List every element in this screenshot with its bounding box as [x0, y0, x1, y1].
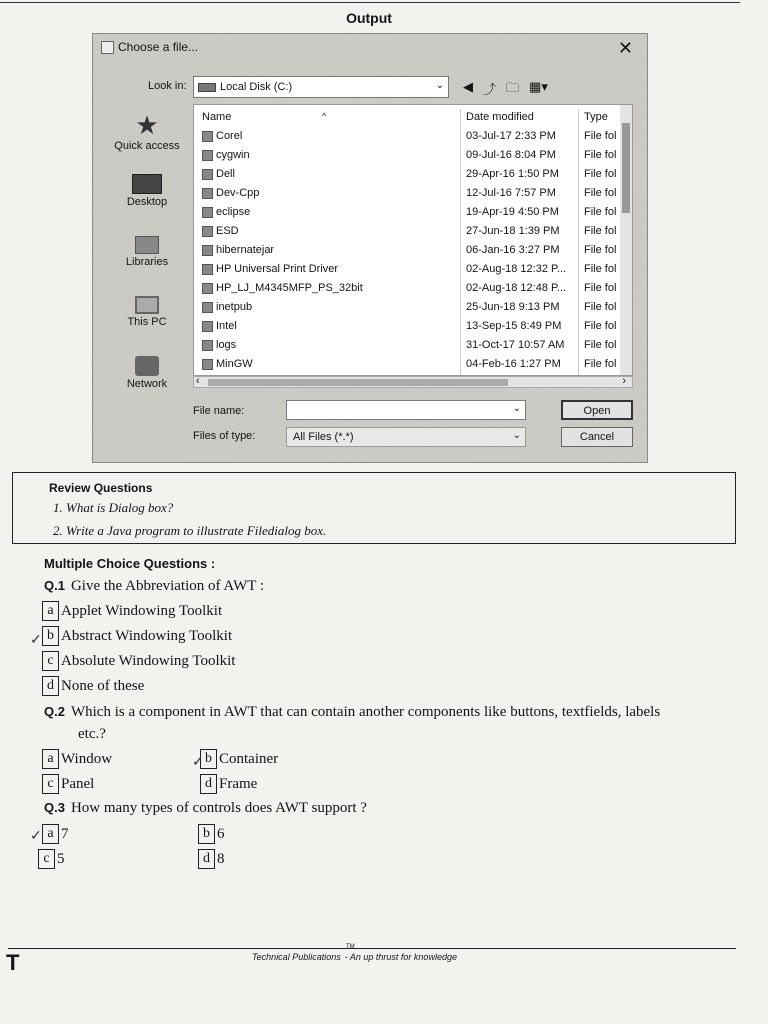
place-quick-access[interactable]	[101, 112, 193, 152]
option[interactable]	[200, 774, 257, 794]
option-text: Frame	[219, 775, 258, 792]
file-name-text: MinGW	[216, 358, 253, 370]
top-rule	[0, 2, 740, 3]
file-type-cell: File fol	[584, 225, 617, 237]
folder-icon	[202, 302, 213, 313]
place-libraries[interactable]	[101, 236, 193, 268]
file-date-cell: 02-Aug-18 12:48 P...	[466, 282, 567, 294]
option-key: a	[42, 601, 59, 621]
option-text: 5	[57, 850, 65, 867]
file-row[interactable]	[194, 241, 632, 260]
folder-icon	[202, 359, 213, 370]
chevron-down-icon: ⌄	[512, 430, 521, 441]
folder-icon	[202, 207, 213, 218]
file-type-cell: File fol	[584, 168, 617, 180]
option-text: None of these	[61, 677, 145, 694]
option-text: Window	[61, 750, 113, 767]
option-text: Abstract Windowing Toolkit	[61, 627, 233, 644]
option[interactable]	[42, 774, 94, 794]
file-name-text: logs	[216, 339, 237, 351]
option-key: a	[42, 824, 59, 844]
option-text: Absolute Windowing Toolkit	[61, 652, 236, 669]
file-row[interactable]	[194, 222, 632, 241]
folder-icon	[202, 340, 213, 351]
close-icon[interactable]: ✕	[617, 38, 633, 58]
file-row[interactable]	[194, 165, 632, 184]
option[interactable]	[198, 824, 225, 844]
file-date-cell: 06-Jan-16 3:27 PM	[466, 244, 560, 256]
option[interactable]	[42, 651, 235, 671]
file-type-dropdown[interactable]	[286, 427, 526, 447]
libraries-icon	[135, 236, 159, 254]
file-row[interactable]	[194, 184, 632, 203]
folder-icon	[202, 226, 213, 237]
file-name-cell	[202, 339, 236, 351]
file-row[interactable]	[194, 146, 632, 165]
file-name-cell	[202, 187, 259, 199]
file-date-cell: 13-Sep-15 8:49 PM	[466, 320, 562, 332]
file-name-label: File name:	[193, 405, 245, 417]
file-name-text: Corel	[216, 130, 243, 142]
look-in-dropdown[interactable]	[193, 76, 449, 98]
sort-arrow-icon: ^	[322, 111, 327, 121]
folder-icon	[202, 321, 213, 332]
file-type-cell: File fol	[584, 187, 617, 199]
folder-icon	[202, 264, 213, 275]
view-menu-icon[interactable]: ▦▾	[529, 79, 548, 94]
scroll-left-icon[interactable]: ‹	[196, 375, 200, 387]
file-type-cell: File fol	[584, 263, 617, 275]
back-icon[interactable]: ◀	[463, 79, 473, 94]
file-type-cell: File fol	[584, 282, 617, 294]
scroll-right-icon[interactable]: ›	[622, 375, 626, 387]
file-row[interactable]	[194, 279, 632, 298]
checkmark-icon: ✓	[30, 633, 42, 648]
option-text: 7	[61, 825, 69, 842]
file-name-cell	[202, 263, 338, 275]
column-date[interactable]: Date modified	[466, 111, 534, 123]
question-2-continuation: etc.?	[78, 726, 106, 742]
vertical-scrollbar[interactable]	[620, 105, 632, 376]
file-name-cell	[202, 244, 274, 256]
mcq-title: Multiple Choice Questions :	[44, 556, 216, 571]
file-date-cell: 27-Jun-18 1:39 PM	[466, 225, 560, 237]
file-name-cell	[202, 130, 242, 142]
file-type-cell: File fol	[584, 130, 617, 142]
question-1	[44, 578, 264, 595]
question-text: Give the Abbreviation of AWT :	[70, 578, 265, 594]
review-question: 2. Write a Java program to illustrate Filedialog box.	[53, 523, 327, 538]
question-number: Q.2	[44, 704, 65, 719]
new-folder-icon[interactable]: 🗀	[506, 80, 520, 95]
file-name-text: ESD	[216, 225, 239, 237]
column-name[interactable]: Name	[202, 111, 232, 123]
question-3	[44, 800, 367, 817]
file-list-header	[194, 105, 632, 127]
question-text: How many types of controls does AWT support ?	[70, 800, 367, 816]
scroll-thumb[interactable]	[622, 123, 630, 213]
place-label: Network	[126, 378, 168, 390]
option[interactable]	[42, 824, 69, 844]
file-row[interactable]	[194, 317, 632, 336]
option-text: Panel	[61, 775, 95, 792]
option[interactable]	[42, 601, 222, 621]
footer-text	[252, 952, 457, 962]
file-row[interactable]	[194, 355, 632, 374]
file-name-text: HP_LJ_M4345MFP_PS_32bit	[216, 282, 363, 294]
file-date-cell: 29-Apr-16 1:50 PM	[466, 168, 559, 180]
file-type-cell: File fol	[584, 320, 617, 332]
option[interactable]	[42, 626, 232, 646]
file-type-value: All Files (*.*)	[293, 431, 354, 443]
option[interactable]	[200, 749, 278, 769]
option[interactable]	[42, 749, 112, 769]
look-in-label: Look in:	[148, 80, 187, 92]
folder-icon	[202, 283, 213, 294]
option-key: d	[198, 849, 215, 869]
file-row[interactable]	[194, 298, 632, 317]
up-folder-icon[interactable]: ⤴	[483, 82, 497, 97]
file-type-cell: File fol	[584, 339, 617, 351]
place-label: This PC	[127, 316, 167, 328]
file-type-cell: File fol	[584, 149, 617, 161]
file-name-text: Dev-Cpp	[216, 187, 260, 199]
place-label: Quick access	[114, 140, 180, 152]
file-type-label: Files of type:	[193, 430, 256, 442]
chevron-down-icon: ⌄	[435, 80, 444, 91]
file-name-cell	[202, 225, 239, 237]
place-label: Desktop	[126, 196, 168, 208]
file-name-cell	[202, 149, 250, 161]
file-name-cell	[202, 358, 253, 370]
column-type[interactable]: Type	[584, 111, 608, 123]
file-row[interactable]	[194, 336, 632, 355]
option[interactable]	[42, 676, 144, 696]
file-name-cell	[202, 206, 250, 218]
option[interactable]	[38, 849, 65, 869]
file-name-cell	[202, 320, 237, 332]
publisher-logo: T	[6, 950, 20, 975]
file-type-cell: File fol	[584, 244, 617, 256]
cancel-button[interactable]: Cancel	[561, 427, 633, 447]
review-title: Review Questions	[49, 481, 153, 495]
look-in-value: Local Disk (C:)	[220, 81, 293, 93]
folder-icon	[202, 245, 213, 256]
computer-icon	[135, 296, 159, 314]
option-key: c	[42, 651, 59, 671]
place-label: Libraries	[125, 256, 169, 268]
desktop-icon	[132, 174, 162, 194]
footer-rule	[8, 948, 736, 949]
scroll-thumb[interactable]	[208, 379, 508, 386]
file-name-input[interactable]	[286, 400, 526, 420]
file-row[interactable]	[194, 127, 632, 146]
option-key: d	[200, 774, 217, 794]
place-this-pc[interactable]	[101, 296, 193, 328]
file-date-cell: 04-Feb-16 1:27 PM	[466, 358, 561, 370]
file-date-cell: 25-Jun-18 9:13 PM	[466, 301, 560, 313]
publisher-tagline: - An up thrust for knowledge	[344, 952, 457, 962]
file-row[interactable]	[194, 203, 632, 222]
file-type-cell: File fol	[584, 206, 617, 218]
file-name-cell	[202, 168, 235, 180]
file-date-cell: 19-Apr-19 4:50 PM	[466, 206, 559, 218]
option-key: a	[42, 749, 59, 769]
option-text: Applet Windowing Toolkit	[61, 602, 223, 619]
question-number: Q.1	[44, 578, 65, 593]
option-key: d	[42, 676, 59, 696]
checkmark-icon: ✓	[30, 829, 42, 844]
file-name-text: HP Universal Print Driver	[216, 263, 339, 275]
publisher-name: Technical Publications	[252, 952, 341, 962]
folder-icon	[202, 150, 213, 161]
option-key: b	[42, 626, 59, 646]
section-heading: Output	[346, 10, 392, 26]
open-button[interactable]: Open	[561, 400, 633, 420]
place-network[interactable]	[101, 356, 193, 390]
file-date-cell: 12-Jul-16 7:57 PM	[466, 187, 556, 199]
option-text: Container	[219, 750, 279, 767]
file-name-text: inetpub	[216, 301, 253, 313]
file-list	[193, 104, 633, 376]
question-text: Which is a component in AWT that can contain another components like buttons, textfields, labels	[70, 704, 661, 720]
review-questions-box	[12, 472, 736, 544]
place-desktop[interactable]	[101, 174, 193, 208]
option[interactable]	[198, 849, 225, 869]
option-key: c	[42, 774, 59, 794]
option-key: b	[200, 749, 217, 769]
review-question: 1. What is Dialog box?	[53, 500, 174, 515]
option-key: c	[38, 849, 55, 869]
dialog-title: Choose a file...	[118, 40, 199, 54]
folder-icon	[202, 169, 213, 180]
question-number: Q.3	[44, 800, 65, 815]
file-name-cell	[202, 282, 363, 294]
file-name-cell	[202, 301, 252, 313]
trademark-mark: TM	[346, 944, 355, 950]
folder-icon	[202, 131, 213, 142]
file-date-cell: 09-Jul-16 8:04 PM	[466, 149, 556, 161]
file-chooser-dialog	[92, 33, 648, 463]
chevron-down-icon[interactable]: ⌄	[512, 403, 521, 414]
question-2	[44, 704, 660, 721]
java-app-icon	[101, 41, 114, 54]
file-name-text: hibernatejar	[216, 244, 275, 256]
file-date-cell: 03-Jul-17 2:33 PM	[466, 130, 556, 142]
star-icon: ★	[135, 110, 159, 140]
checkmark-icon: ✓	[192, 755, 204, 770]
dialog-title-bar	[101, 40, 198, 54]
folder-icon	[202, 188, 213, 199]
toolbar	[463, 79, 548, 101]
file-type-cell: File fol	[584, 301, 617, 313]
file-type-cell: File fol	[584, 358, 617, 370]
file-name-text: Dell	[216, 168, 235, 180]
option-text: 6	[217, 825, 225, 842]
file-date-cell: 02-Aug-18 12:32 P...	[466, 263, 567, 275]
file-name-text: Intel	[216, 320, 237, 332]
file-name-text: eclipse	[216, 206, 251, 218]
network-icon	[135, 356, 159, 376]
option-key: b	[198, 824, 215, 844]
file-name-text: cygwin	[216, 149, 250, 161]
drive-icon	[198, 83, 216, 92]
horizontal-scrollbar[interactable]	[193, 376, 633, 388]
file-row[interactable]	[194, 260, 632, 279]
option-text: 8	[217, 850, 225, 867]
file-date-cell: 31-Oct-17 10:57 AM	[466, 339, 565, 351]
